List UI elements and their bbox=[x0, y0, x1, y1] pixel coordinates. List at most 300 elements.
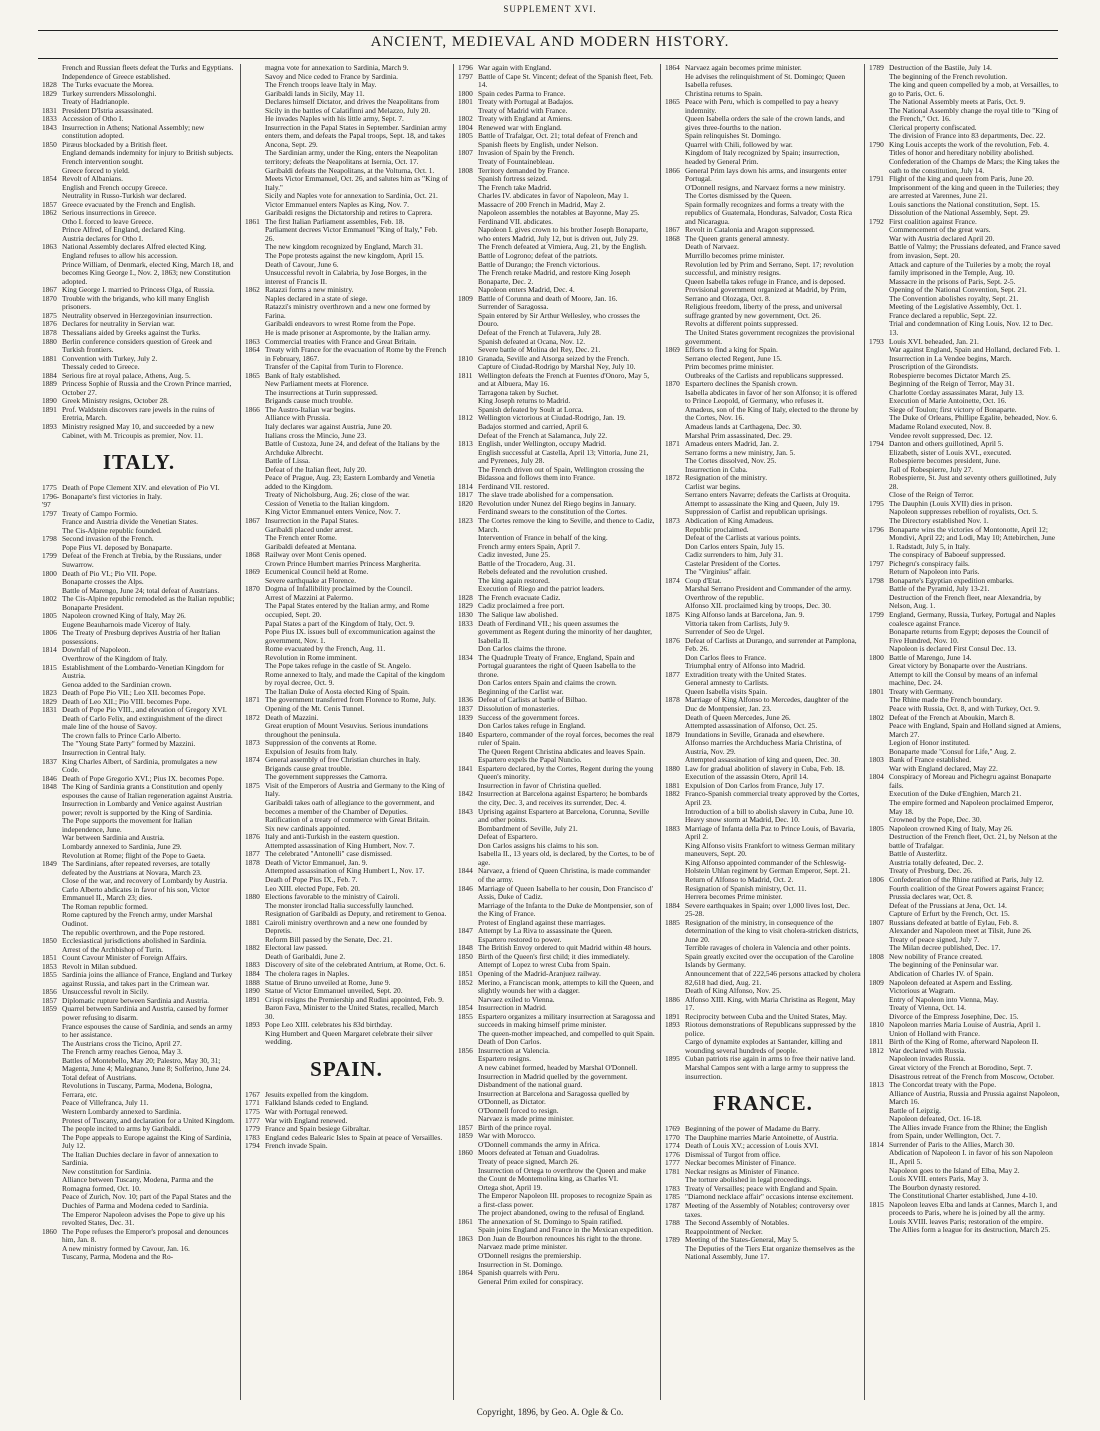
entry-text: Queen Isabella takes refuge in France, and is deposed. bbox=[685, 276, 846, 286]
entry-text: Neutrality in Russo-Turkish war declared. bbox=[62, 191, 187, 201]
history-entry bbox=[665, 115, 861, 132]
entry-text: Riotous demonstrations of Republicans suppressed by the police. bbox=[685, 1020, 856, 1038]
entry-text: Marriage of Infanta della Paz to Prince Louis, of Bavaria, April 2. bbox=[685, 823, 856, 842]
history-entry bbox=[458, 620, 655, 646]
entry-text: King Charles Albert, of Sardinia, promulgates a new Code. bbox=[62, 756, 218, 775]
entry-text: Transfer of the Capital from Turin to Florence. bbox=[265, 362, 404, 372]
entry-text: The people incited to arms by Garibaldi. bbox=[62, 1124, 182, 1134]
entry-text: Jesuits expelled from the kingdom. bbox=[265, 1089, 369, 1099]
entry-year: 1875 bbox=[245, 780, 260, 790]
entry-text: Death of Pope Clement XIV. and elevation of Pio VI. bbox=[62, 483, 220, 493]
entry-text: Garibaldi defeated at Mentana. bbox=[265, 541, 357, 551]
entry-text: Surrender of Paris to the Allies, March 30. bbox=[889, 1139, 1015, 1149]
history-entry bbox=[458, 1013, 655, 1030]
history-entry bbox=[42, 1134, 236, 1151]
entry-text: Resignation of the ministry, in consequence of the determination of the king to visit cholera-stricken districts, June 20. bbox=[685, 917, 859, 944]
history-entry bbox=[458, 867, 655, 884]
entry-text: Defeat of Carlists at battle of Bilbao. bbox=[478, 695, 587, 705]
entry-year: 1837 bbox=[42, 756, 57, 766]
entry-text: Treaty of Nicholsburg, Aug. 26; close of the war. bbox=[265, 490, 410, 500]
entry-year: 1797 bbox=[42, 508, 57, 518]
history-entry bbox=[245, 149, 448, 166]
entry-text: The "Young State Party" formed by Mazzini. bbox=[62, 739, 196, 749]
entry-text: Princess Sophie of Russia and the Crown Prince married, October 27. bbox=[62, 379, 232, 397]
entry-year: 1866 bbox=[245, 404, 260, 414]
entry-text: Siege of Toulon; first victory of Bonaparte. bbox=[889, 404, 1017, 414]
history-entry bbox=[458, 449, 655, 466]
entry-text: The Pope protests against the new kingdom, April 15. bbox=[265, 251, 424, 261]
entry-text: Defeat of the Italian fleet, July 20. bbox=[265, 464, 367, 474]
entry-text: Insurrection in Madrid. bbox=[478, 1003, 547, 1013]
entry-text: Narvaez is made prime minister. bbox=[478, 1114, 574, 1124]
entry-text: Herrera becomes Prime minister. bbox=[685, 892, 783, 902]
entry-text: Spain formally recognizes and forms a treaty with the republics of Guatemala, Honduras, Salvador, Costa Rica and Nicaragua. bbox=[685, 199, 852, 226]
entry-text: Treaty of Madrid with France. bbox=[478, 105, 568, 115]
entry-text: Cuban patriots rise again in arms to free their native land. Marshal Campos sent with a large army to suppress the insurrection. bbox=[685, 1054, 856, 1081]
history-entry bbox=[42, 406, 236, 423]
entry-year: 1820 bbox=[458, 498, 473, 508]
entry-text: Statue of Victor Emmanuel unveiled, Sept. 20. bbox=[265, 986, 403, 996]
entry-year: 1812 bbox=[458, 413, 473, 423]
entry-year: 1775 bbox=[42, 483, 57, 493]
entry-year: 1880 bbox=[665, 763, 680, 773]
entry-text: Bonaparte crosses the Alps. bbox=[62, 577, 144, 587]
entry-text: Austria totally defeated, Dec. 2. bbox=[889, 857, 984, 867]
history-entry bbox=[665, 261, 861, 278]
entry-text: Moors defeated at Tetuan and Guadolras. bbox=[478, 1148, 600, 1158]
history-columns bbox=[40, 64, 1061, 1400]
entry-text: Napoleon enters Madrid, Dec. 4. bbox=[478, 285, 575, 295]
entry-text: Don Carlos takes refuge in England. bbox=[478, 721, 586, 731]
copyright-footer: Copyright, 1896, by Geo. A. Ogle & Co. bbox=[476, 1407, 624, 1417]
entry-year: 1804 bbox=[869, 772, 884, 782]
entry-year: 1789 bbox=[665, 1235, 680, 1245]
entry-text: Rome evacuated by the French, Aug. 11. bbox=[265, 644, 386, 654]
entry-text: Execution of Marie Antoinette, Oct. 16. bbox=[889, 396, 1007, 406]
entry-text: The first Italian Parliament assembles, Feb. 18. bbox=[265, 216, 405, 226]
history-entry bbox=[42, 1211, 236, 1228]
history-entry bbox=[245, 1142, 448, 1151]
entry-text: Narvaez exiled to Vienna. bbox=[478, 994, 555, 1004]
entry-text: Diplomatic rupture between Sardinia and Austria. bbox=[62, 995, 209, 1005]
entry-year: 1862 bbox=[245, 285, 260, 295]
history-entry bbox=[245, 671, 448, 688]
entry-year: 1881 bbox=[245, 917, 260, 927]
entry-text: Marshal Prim assassinated, Dec. 29. bbox=[685, 430, 792, 440]
entry-text: Revolution at Rome; flight of the Pope to Gaeta. bbox=[62, 850, 206, 860]
entry-year: 1857 bbox=[458, 1122, 473, 1132]
entry-year: 1893 bbox=[42, 421, 57, 431]
entry-text: Abdication of King Amadeus. bbox=[685, 515, 774, 525]
history-entry bbox=[665, 996, 861, 1013]
entry-year: 1817 bbox=[458, 490, 473, 500]
entry-text: The Pope refuses the Emperor's proposal and denounces him, Jan. 8. bbox=[62, 1226, 229, 1245]
entry-text: Insurrection in Lombardy and Venice against Austrian power; revolt is supported by the King of Sardinia. bbox=[62, 799, 222, 817]
entry-year: 1881 bbox=[665, 780, 680, 790]
entry-text: Ratazzi forms a new ministry. bbox=[265, 285, 354, 295]
entry-text: Spanish fortress seized. bbox=[478, 174, 548, 184]
entry-text: Rebels defeated and the revolution crushed. bbox=[478, 567, 608, 577]
entry-text: War with Portugal renewed. bbox=[265, 1106, 348, 1116]
entry-text: Disbandment of the national guard. bbox=[478, 1080, 583, 1090]
entry-text: The king again restored. bbox=[478, 575, 550, 585]
entry-text: Total defeat of Austrians. bbox=[62, 1072, 137, 1082]
history-entry bbox=[665, 919, 861, 945]
history-entry bbox=[458, 132, 655, 149]
entry-text: Fourth coalition of the Great Powers against France; Prussia declares war, Oct. 8. bbox=[889, 883, 1044, 902]
entry-text: Surrender of Saragossa. bbox=[478, 302, 549, 312]
history-entry bbox=[869, 107, 1061, 124]
entry-year: 1799 bbox=[42, 551, 57, 561]
entry-text: Overthrow of the republic. bbox=[685, 592, 764, 602]
entry-text: The torture abolished in legal proceedings. bbox=[685, 1175, 812, 1185]
entry-text: French invade Spain. bbox=[265, 1141, 328, 1151]
entry-text: Italy declares war against Austria, June 20. bbox=[265, 421, 392, 431]
entry-year: 1851 bbox=[42, 953, 57, 963]
entry-text: The Salique law abolished. bbox=[478, 610, 559, 619]
history-entry bbox=[458, 850, 655, 867]
entry-year: 1882 bbox=[245, 943, 260, 953]
entry-year: 1796 bbox=[869, 524, 884, 534]
entry-year: 1857 bbox=[42, 995, 57, 1005]
history-entry bbox=[245, 782, 448, 799]
entry-year: 1767 bbox=[245, 1089, 260, 1099]
entry-text: Napoleon invades Russia. bbox=[889, 1054, 966, 1064]
history-entry bbox=[42, 664, 236, 681]
history-entry bbox=[42, 1176, 236, 1193]
entry-text: The Quadruple Treaty of France, England, Spain and Portugal guarantees the right of Queen Isabella to the throne. bbox=[478, 652, 636, 679]
entry-text: Death of Ferdinand VII.; his queen assumes the government as Regent during the minority of her daughter, Isabella II. bbox=[478, 618, 652, 645]
entry-year: 1878 bbox=[665, 695, 680, 705]
entry-text: Treaty of Fountainebleau. bbox=[478, 157, 555, 167]
entry-year: 1805 bbox=[458, 131, 473, 141]
history-entry bbox=[665, 286, 861, 303]
entry-year: 1831 bbox=[42, 105, 57, 115]
entry-year: 1863 bbox=[458, 1233, 473, 1243]
entry-text: The "Virginius" affair. bbox=[685, 567, 751, 577]
history-entry bbox=[869, 526, 1061, 552]
entry-year: 1807 bbox=[869, 917, 884, 927]
entry-text: The Treaty of Presburg deprives Austria of her Italian possessions. bbox=[62, 628, 221, 646]
history-entry bbox=[458, 885, 655, 902]
entry-text: Tarragona taken by Suchet. bbox=[478, 387, 559, 397]
entry-year: 1885 bbox=[665, 917, 680, 927]
entry-year: 1866 bbox=[665, 165, 680, 175]
entry-year: 1811 bbox=[458, 370, 473, 380]
history-entry bbox=[665, 739, 861, 756]
entry-text: Carlist war begins. bbox=[685, 481, 741, 491]
entry-text: Trouble with the brigands, who kill many English prisoners. bbox=[62, 293, 210, 312]
entry-text: Peace of Zurich, Nov. 10; part of the Papal States and the Duchies of Parma and Modena ceded to Sardinia. bbox=[62, 1192, 232, 1210]
entry-text: Opening of the Madrid-Aranjuez railway. bbox=[478, 968, 601, 978]
entry-text: Invasion of Spain by the French. bbox=[478, 148, 575, 158]
entry-text: The Pope appeals to Europe against the King of Sardinia, July 12. bbox=[62, 1132, 232, 1151]
entry-year: 1869 bbox=[245, 567, 260, 577]
entry-text: Death of Pio VI.; Pio VII. Pope. bbox=[62, 568, 157, 578]
entry-text: Marriage of Queen Isabella to her cousin, Don Francisco d' Assis, Duke of Cadiz. bbox=[478, 883, 653, 902]
entry-text: The Cortes dissolved, Nov. 25. bbox=[685, 456, 777, 466]
entry-text: England, Germany, Russia, Turkey, Portugal and Naples coalesce against France. bbox=[889, 610, 1056, 628]
entry-text: Quarrel with Chili, followed by war. bbox=[685, 139, 793, 149]
history-entry bbox=[245, 1030, 448, 1047]
entry-text: The Dauphine marries Marie Antoinette, of Austria. bbox=[685, 1132, 839, 1142]
entry-text: Wellington defeats the French at Fuentes d'Onoro, May 5, and at Albuera, May 16. bbox=[478, 370, 650, 389]
entry-text: Birth of the King of Rome, afterward Napoleon II. bbox=[889, 1037, 1039, 1047]
entry-text: Napoleon assembles the notables at Bayonne, May 25. bbox=[478, 208, 640, 218]
entry-year: 1788 bbox=[665, 1218, 680, 1228]
entry-text: Rome annexed to Italy, and made the Capital of the kingdom by royal decree, Oct. 9. bbox=[265, 669, 445, 688]
entry-text: Serrano enters Navarre; defeats the Carlists at Oroquita. bbox=[685, 490, 851, 500]
entry-text: Cadiz proclaimed a free port. bbox=[478, 601, 565, 611]
entry-text: The French retake Madrid, and restore King Joseph Bonaparte, Dec. 2. bbox=[478, 268, 631, 286]
entry-text: Pichegru's conspiracy fails. bbox=[889, 558, 970, 568]
entry-text: The French enter Rome. bbox=[265, 533, 337, 543]
entry-text: Renewed war with England. bbox=[478, 122, 562, 132]
entry-text: Beginning of the Carlist war. bbox=[478, 686, 564, 696]
entry-year: 1878 bbox=[245, 857, 260, 867]
history-entry bbox=[869, 773, 1061, 790]
history-entry bbox=[665, 1021, 861, 1038]
entry-text: Don Carlos flees to France. bbox=[685, 652, 767, 662]
entry-text: English successful at Castella, April 13; Vittoria, June 21, and Pyrenees, July 28. bbox=[478, 447, 649, 466]
entry-text: O'Donnell resigns, and Narvaez forms a new ministry. bbox=[685, 182, 846, 192]
entry-text: Wellington victorious at Ciudad-Rodrigo, Jan. 19. bbox=[478, 413, 626, 423]
entry-text: O'Donnell commands the army in Africa. bbox=[478, 1139, 601, 1149]
history-entry bbox=[458, 269, 655, 286]
entry-text: Italy and anti-Turkish in the eastern question. bbox=[265, 832, 400, 842]
entry-text: The queen-mother impeached, and compelled to quit Spain. bbox=[478, 1028, 655, 1038]
history-entry bbox=[42, 261, 236, 287]
entry-text: Quarrel between Sardinia and Austria, caused by former power refusing to disarm. bbox=[62, 1004, 229, 1022]
entry-text: Union of Holland with France. bbox=[889, 1028, 980, 1038]
entry-year: 1852 bbox=[458, 977, 473, 987]
history-entry bbox=[42, 1228, 236, 1245]
entry-text: Meeting of the Assembly of Notables; controversy over taxes. bbox=[685, 1201, 850, 1219]
history-entry bbox=[42, 800, 236, 817]
entry-text: Uprising against Espartero at Barcelona, Corunna, Seville and other points. bbox=[478, 806, 650, 825]
entry-text: Alfonso XIII. King, with Maria Christina as Regent, May 17. bbox=[685, 994, 856, 1013]
entry-year: 1829 bbox=[458, 601, 473, 611]
history-entry bbox=[665, 389, 861, 406]
entry-text: Marriage of the Infanta to the Duke de Montpensier, son of the King of France. bbox=[478, 900, 653, 919]
entry-year: 1839 bbox=[458, 712, 473, 722]
entry-text: Conspiracy of Moreau and Pichegru against Bonaparte fails. bbox=[889, 772, 1052, 790]
history-entry bbox=[458, 902, 655, 919]
entry-year: 1806 bbox=[869, 874, 884, 884]
entry-text: Meets Victor Emmanuel, Oct. 26, and salutes him as "King of Italy." bbox=[265, 174, 448, 192]
entry-text: Tuscany, Parma, Modena and the Ro- bbox=[62, 1252, 174, 1262]
entry-text: Crowned by the Pope, Dec. 30. bbox=[889, 815, 982, 825]
history-entry bbox=[245, 269, 448, 286]
history-entry bbox=[869, 243, 1061, 260]
entry-text: Entry of Napoleon into Vienna, May. bbox=[889, 994, 999, 1004]
entry-text: Beginning of the Reign of Terror, May 31. bbox=[889, 379, 1015, 389]
history-entry bbox=[665, 902, 861, 919]
entry-text: Birth of the prince royal. bbox=[478, 1122, 552, 1132]
entry-year: 1813 bbox=[458, 439, 473, 449]
entry-text: France espouses the cause of Sardinia, and sends an army to her assistance. bbox=[62, 1021, 233, 1040]
entry-text: Massacre of 200 French in Madrid, May 2. bbox=[478, 199, 606, 209]
entry-text: King Alfonso lands at Barcelona, Jan. 9. bbox=[685, 610, 805, 619]
entry-text: Arrest of Mazzini at Palermo. bbox=[265, 592, 354, 602]
entry-text: France and Austria divide the Venetian States. bbox=[62, 517, 198, 527]
entry-text: Electoral law passed. bbox=[265, 943, 328, 953]
entry-year: 1859 bbox=[42, 1004, 57, 1014]
history-entry bbox=[245, 346, 448, 363]
top-rule bbox=[38, 30, 1058, 31]
entry-text: Ortega shot, April 19. bbox=[478, 1182, 543, 1192]
entry-text: Treaty of peace signed, July 7. bbox=[889, 934, 980, 944]
history-entry bbox=[458, 466, 655, 483]
entry-text: Don Carlos enters Spain, July 15. bbox=[685, 541, 785, 551]
entry-text: Severe earthquakes in Spain; over 1,000 lives lost, Dec. 25-28. bbox=[685, 900, 850, 919]
entry-text: Ferdinand swears to the constitution of the Cortes. bbox=[478, 507, 628, 517]
entry-text: Death of King Alfonso, Nov. 25. bbox=[685, 986, 782, 996]
entry-text: Defeat of the French at Trebia, by the Russians, under Suwarrow. bbox=[62, 551, 222, 569]
entry-text: Thessaly ceded to Greece. bbox=[62, 362, 140, 372]
entry-year: 1875 bbox=[42, 310, 57, 320]
entry-text: Don Carlos enters Spain and claims the crown. bbox=[478, 678, 617, 688]
entry-text: Expulsion of Don Carlos from France, July 17. bbox=[685, 780, 824, 790]
entry-text: France and Spain besiege Gibraltar. bbox=[265, 1124, 371, 1134]
entry-year: 1853 bbox=[42, 961, 57, 971]
entry-text: Battle of Corunna and death of Moore, Jan. 16. bbox=[478, 293, 618, 303]
entry-text: Law for gradual abolition of slavery in Cuba, Feb. 18. bbox=[685, 763, 845, 773]
entry-text: General assembly of free Christian churches in Italy. bbox=[265, 755, 421, 765]
entry-text: Ecumenical Council held at Rome. bbox=[265, 567, 369, 577]
entry-text: Battle of Marengo, June 24; total defeat of Austrians. bbox=[62, 585, 220, 595]
entry-text: Alliance of Austria, Russia and Prussia against Napoleon, March 16. bbox=[889, 1088, 1060, 1107]
entry-text: King George I. married to Princess Olga, of Russia. bbox=[62, 285, 215, 295]
entry-text: Revolt in Milan subdued. bbox=[62, 961, 138, 971]
entry-year: 1792 bbox=[869, 216, 884, 226]
entry-text: Thessalians aided by Greeks against the Turks. bbox=[62, 327, 201, 337]
entry-text: Badajos stormed and carried, April 6. bbox=[478, 421, 589, 431]
history-entry bbox=[458, 1090, 655, 1107]
entry-text: Death of Queen Mercedes, June 26. bbox=[685, 712, 791, 722]
entry-year: 1868 bbox=[665, 233, 680, 243]
entry-text: The Bourbon dynasty restored. bbox=[889, 1182, 981, 1192]
entry-text: Espartero resigns. bbox=[478, 1054, 531, 1064]
entry-text: Battle of Leipzig. bbox=[889, 1105, 941, 1115]
entry-year: 1880 bbox=[42, 336, 57, 346]
entry-text: Severe earthquake at Florence. bbox=[265, 575, 357, 585]
entry-text: Inundations in Seville, Granada and elsewhere. bbox=[685, 729, 825, 739]
history-entry bbox=[458, 372, 655, 389]
history-entry bbox=[458, 979, 655, 996]
entry-text: Papal States a part of the Kingdom of Italy, Oct. 9. bbox=[265, 618, 415, 628]
entry-text: Alfonso marries the Archduchess Maria Christina, of Austria, Nov. 29. bbox=[685, 738, 842, 756]
entry-year: 1833 bbox=[42, 114, 57, 124]
history-entry bbox=[245, 303, 448, 320]
entry-text: Defeat of the French at Salamanca, July 22. bbox=[478, 430, 608, 440]
entry-text: Massacre in the prisons of Paris, Sept. 2-5. bbox=[889, 276, 1016, 286]
entry-text: Revolution under Nunez del Riego begins in January. bbox=[478, 498, 636, 508]
entry-text: The Convention abolishes royalty, Sept. 21. bbox=[889, 293, 1019, 303]
entry-text: Alexander and Napoleon meet at Tilsit, June 26. bbox=[889, 926, 1032, 936]
entry-text: Death of Pope Pius IX., Feb. 7. bbox=[265, 874, 358, 884]
entry-text: Triumphal entry of Alfonso into Madrid. bbox=[685, 661, 806, 671]
entry-text: Napoleon suppresses rebellion of royalists, Oct. 5. bbox=[889, 507, 1038, 517]
entry-text: Resignation of the ministry. bbox=[685, 473, 768, 483]
entry-text: Attempt of Lopez to wrest Cuba from Spain. bbox=[478, 960, 611, 970]
history-entry bbox=[42, 1023, 236, 1040]
entry-text: The government transferred from Florence to Rome, July. bbox=[265, 695, 436, 705]
entry-text: Danton and others guillotined, April 5. bbox=[889, 439, 1004, 449]
entry-text: Genoa added to the Sardinian crown. bbox=[62, 679, 172, 689]
entry-year: 1872 bbox=[245, 712, 260, 722]
entry-text: Battle of Austerlitz. bbox=[889, 849, 948, 859]
entry-year: 1802 bbox=[869, 712, 884, 722]
entry-text: The French army reaches Genoa, May 3. bbox=[62, 1047, 183, 1057]
entry-text: Garibaldi lands in Sicily, May 11. bbox=[265, 88, 365, 98]
entry-text: Insurrection in La Vendee begins, March. bbox=[889, 353, 1012, 363]
entry-text: Efforts to find a king for Spain. bbox=[685, 345, 778, 355]
entry-text: Pope Pius IX. issues bull of excommunication against the government, Nov. 1. bbox=[265, 627, 436, 645]
entry-text: Battle of Marengo, June 14. bbox=[889, 652, 972, 662]
entry-text: Austria declares for Otho I. bbox=[62, 233, 144, 243]
entry-year: 1893 bbox=[245, 1020, 260, 1030]
entry-text: Brigands cause much trouble. bbox=[265, 396, 353, 406]
entry-text: Beginning of the power of Madame du Barry. bbox=[685, 1124, 820, 1134]
entry-text: Pope Pius VI. deposed by Bonaparte. bbox=[62, 542, 173, 552]
entry-text: Declares himself Dictator, and drives the Neapolitans from Sicily in the battles of Calatifinni and Melazzo, July 20. bbox=[265, 97, 440, 115]
entry-text: Espartero declared, by the Cortes, Regent during the young Queen's minority. bbox=[478, 763, 654, 782]
entry-text: Piræus blockaded by a British fleet. bbox=[62, 139, 168, 149]
entry-year: 1861 bbox=[245, 216, 260, 226]
history-entry bbox=[458, 73, 655, 90]
entry-text: Garibaldi takes oath of allegiance to the government, and becomes a member of the Chamber of Deputies. bbox=[265, 798, 435, 816]
entry-text: Elections favorable to the ministry of Cairoli. bbox=[265, 892, 400, 902]
entry-text: Commercial treaties with France and Great Britain. bbox=[265, 336, 417, 346]
entry-text: Ratazzi's ministry overthrown and a new one formed by Farina. bbox=[265, 302, 431, 320]
entry-year: 1889 bbox=[42, 379, 57, 389]
entry-year: 1878 bbox=[42, 327, 57, 337]
entry-year: 1863 bbox=[42, 242, 57, 252]
entry-year: 1823 bbox=[458, 515, 473, 525]
entry-text: Commencement of the great wars. bbox=[889, 225, 991, 235]
entry-year: 1891 bbox=[245, 994, 260, 1004]
history-entry bbox=[665, 98, 861, 115]
entry-text: Revolution in Rome imminent. bbox=[265, 652, 357, 662]
entry-text: Independence of Greece established. bbox=[62, 71, 171, 81]
entry-year: 1876 bbox=[245, 832, 260, 842]
entry-text: Turkey surrenders Missolonghi. bbox=[62, 88, 157, 98]
entry-text: Treaty of Presburg, Dec. 26. bbox=[889, 866, 973, 876]
entry-year: 1777 bbox=[245, 1115, 260, 1125]
entry-text: The Emperor Napoleon advises the Pope to give up his revolted States, Dec. 31. bbox=[62, 1209, 225, 1228]
entry-text: Otho I. forced to leave Greece. bbox=[62, 216, 154, 226]
entry-text: Treaty of Vienna, Oct. 14. bbox=[889, 1003, 966, 1013]
entry-text: Confederation of the Rhine ratified at Paris, July 12. bbox=[889, 874, 1044, 884]
entry-text: Close of the Reign of Terror. bbox=[889, 490, 974, 500]
entry-text: Resignation of Spanish ministry, Oct. 11. bbox=[685, 883, 807, 893]
entry-text: First coalition against France. bbox=[889, 216, 977, 226]
entry-text: Revolution led by Prim and Serrano, Sept. 17; revolution successful, and ministry resigns. bbox=[685, 259, 854, 278]
entry-text: Spain cedes Parma to France. bbox=[478, 88, 566, 98]
entry-text: Death of Narvaez. bbox=[685, 242, 739, 252]
entry-text: Defeat of Carlists at Durango, and surrender at Pamplona, Feb. 26. bbox=[685, 635, 857, 654]
history-entry bbox=[42, 817, 236, 834]
entry-year: 1804 bbox=[458, 122, 473, 132]
entry-year: 1870 bbox=[665, 379, 680, 389]
history-entry bbox=[665, 1202, 861, 1219]
entry-year: 1823 bbox=[42, 688, 57, 698]
entry-text: Napoleon I. gives crown to his brother Joseph Bonaparte, who enters Madrid, July 12, but is driven out, July 29. bbox=[478, 225, 648, 243]
entry-text: Robespierre becomes Dictator March 25. bbox=[889, 370, 1011, 380]
entry-text: Declares for neutrality in Servian war. bbox=[62, 319, 175, 329]
entry-text: Merino, a Franciscan monk, attempts to kill the Queen, and slightly wounds her with a dagger. bbox=[478, 977, 654, 996]
